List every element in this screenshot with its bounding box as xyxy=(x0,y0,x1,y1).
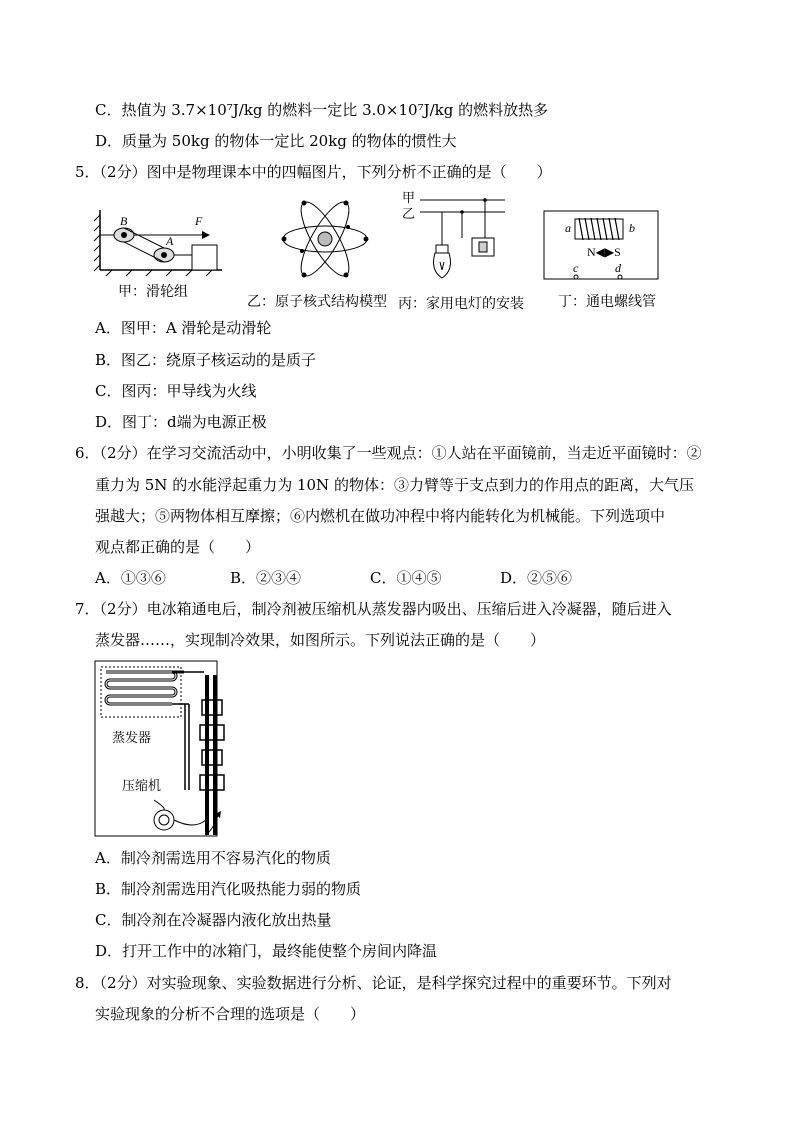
q6-option-a: A．①③⑥ xyxy=(95,569,166,587)
solenoid-b-label: b xyxy=(629,221,635,235)
q6-option-b: B．②③④ xyxy=(230,569,302,587)
q6-option-d: D．②⑤⑥ xyxy=(500,569,573,587)
pulley-a-label: A xyxy=(166,234,174,248)
terminal-c-label: c xyxy=(573,261,579,275)
evaporator-label: 蒸发器 xyxy=(112,730,152,745)
compass-ns-label: N◀▶S xyxy=(587,245,621,259)
q7-option-c: C．制冷剂在冷凝器内液化放出热量 xyxy=(95,911,332,929)
q7-stem-line2: 蒸发器……，实现制冷效果，如图所示。下列说法正确的是（ ） xyxy=(95,631,546,649)
refrigerator-figure xyxy=(94,660,244,840)
q5-option-b: B．图乙：绕原子核运动的是质子 xyxy=(95,351,317,369)
wire-yi-label: 乙 xyxy=(402,206,416,221)
figure-ding-caption: 丁：通电螺线管 xyxy=(558,294,656,310)
q6-stem-line1: 6．（2分）在学习交流活动中，小明收集了一些观点：①人站在平面镜前，当走近平面镜时：② xyxy=(75,444,702,462)
q7-stem-line1: 7．（2分）电冰箱通电后，制冷剂被压缩机从蒸发器内吸出、压缩后进入冷凝器，随后进入 xyxy=(75,600,672,618)
solenoid-a-label: a xyxy=(565,221,571,235)
q6-stem-line2: 重力为 5N 的水能浮起重力为 10N 的物体：③力臂等于支点到力的作用点的距离，大气压 xyxy=(95,476,694,494)
figure-bing-caption: 丙：家用电灯的安装 xyxy=(398,296,524,312)
pulley-b-label: B xyxy=(120,214,128,228)
q6-stem-line4: 观点都正确的是（ ） xyxy=(95,538,261,556)
wire-jia-label: 甲 xyxy=(402,190,416,205)
q5-option-c: C．图丙：甲导线为火线 xyxy=(95,382,257,400)
q4-option-c: C．热值为 3.7×10⁷J/kg 的燃料一定比 3.0×10⁷J/kg 的燃料放热多 xyxy=(95,101,549,119)
atom-model-figure xyxy=(278,197,373,282)
q7-option-b: B．制冷剂需选用汽化吸热能力弱的物质 xyxy=(95,880,362,898)
q8-stem-line1: 8．（2分）对实验现象、实验数据进行分析、论证，是科学探究过程中的重要环节。下列对 xyxy=(75,974,672,992)
q5-option-a: A．图甲：A 滑轮是动滑轮 xyxy=(95,319,272,337)
terminal-d-label: d xyxy=(615,261,621,275)
q7-option-d: D．打开工作中的冰箱门，最终能使整个房间内降温 xyxy=(95,942,438,960)
figure-jia-caption: 甲：滑轮组 xyxy=(118,284,188,300)
solenoid-figure xyxy=(543,210,661,282)
lamp-wiring-figure xyxy=(400,190,510,290)
q4-option-d: D．质量为 50kg 的物体一定比 20kg 的物体的惯性大 xyxy=(95,132,457,150)
q6-stem-line3: 强越大；⑤两物体相互摩擦；⑥内燃机在做功冲程中将内能转化为机械能。下列选项中 xyxy=(95,507,666,525)
figure-yi-caption: 乙：原子核式结构模型 xyxy=(247,294,387,310)
pulley-system-figure xyxy=(92,205,232,285)
q5-stem: 5．（2分）图中是物理课本中的四幅图片，下列分析不正确的是（ ） xyxy=(75,163,552,181)
q5-option-d: D．图丁：d端为电源正极 xyxy=(95,413,267,431)
q7-option-a: A．制冷剂需选用不容易汽化的物质 xyxy=(95,849,331,867)
force-f-label: F xyxy=(195,214,203,228)
compressor-label: 压缩机 xyxy=(122,778,162,793)
q6-option-c: C．①④⑤ xyxy=(370,569,442,587)
q8-stem-line2: 实验现象的分析不合理的选项是（ ） xyxy=(95,1005,366,1023)
